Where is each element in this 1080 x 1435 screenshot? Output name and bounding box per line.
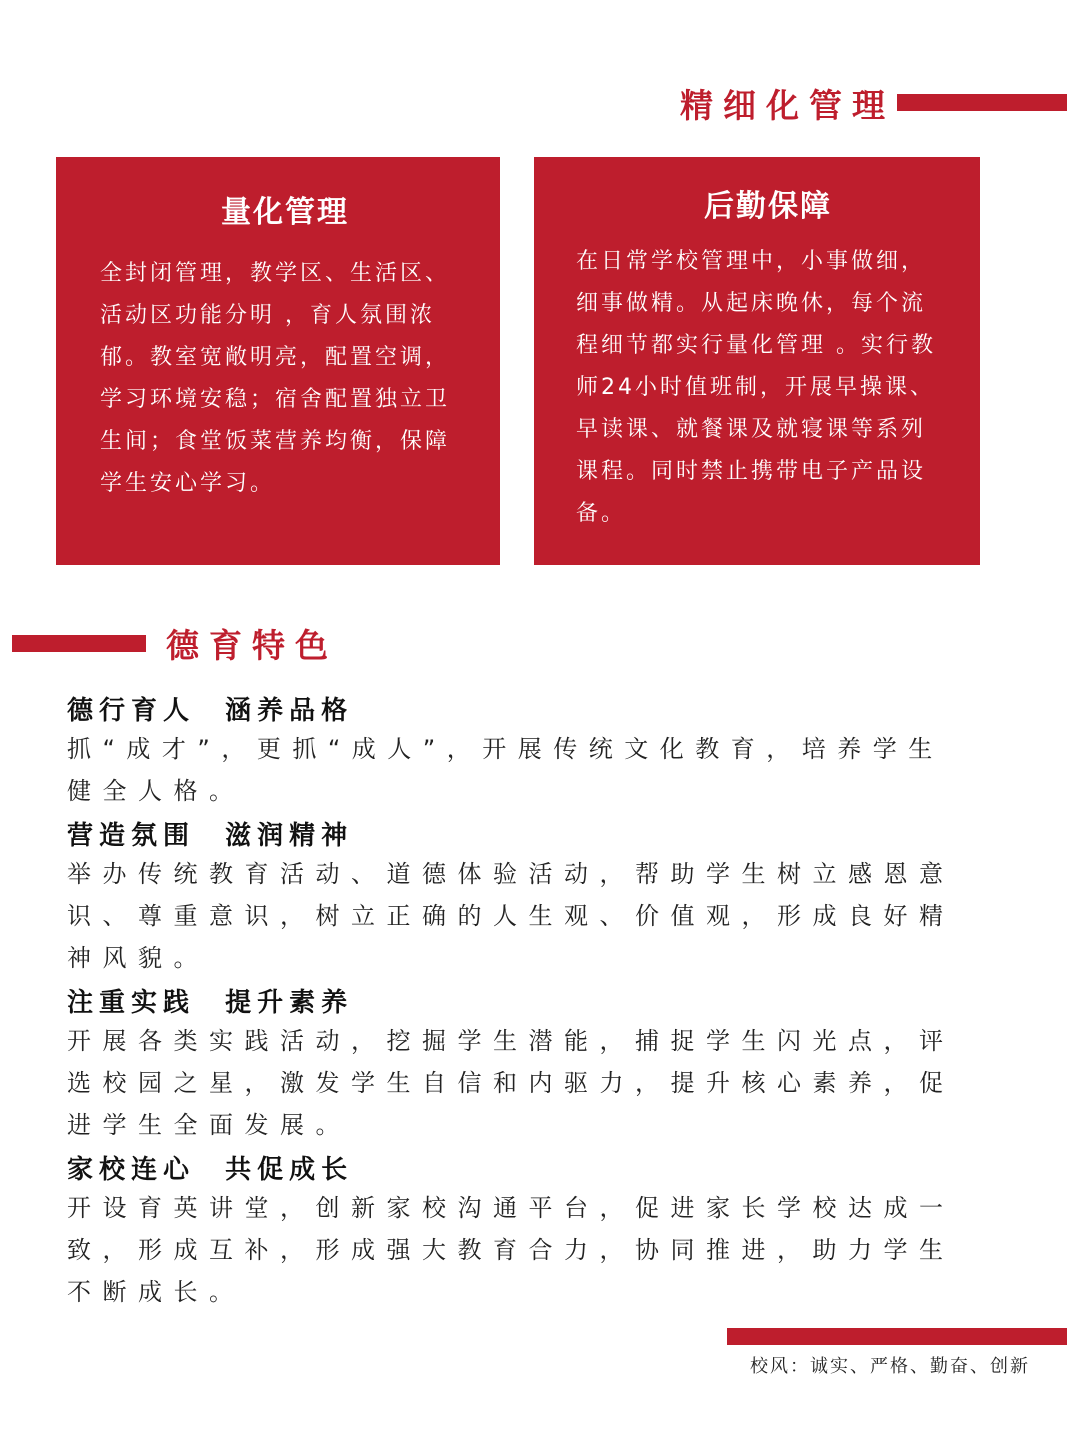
card-line: 活动区功能分明 ，育人氛围浓	[100, 303, 435, 328]
item-line: 神风貌。	[67, 944, 209, 972]
card-line: 学生安心学习。	[100, 471, 276, 496]
item-line: 开设育英讲堂，创新家校沟通平台，促进家长学校达成一	[67, 1194, 955, 1222]
item-line: 进学生全面发展。	[67, 1111, 351, 1139]
item-body	[67, 853, 967, 979]
item-line: 致，形成互补，形成强大教育合力，协同推进，助力学生	[67, 1236, 955, 1264]
section-title-moral-education: 德育特色	[166, 626, 338, 665]
card-line: 生间；食堂饭菜营养均衡，保障	[100, 429, 451, 454]
card-line: 郁。教室宽敞明亮，配置空调，	[100, 345, 451, 370]
card-line: 学习环境安稳；宿舍配置独立卫	[100, 387, 451, 412]
item-body	[67, 728, 967, 812]
card-line: 早读课、就餐课及就寝课等系列	[576, 417, 927, 442]
footer-accent-bar	[727, 1328, 1067, 1345]
item-line: 不断成长。	[67, 1278, 245, 1306]
card-line: 在日常学校管理中，小事做细，	[576, 249, 927, 274]
card-line: 细事做精。从起床晚休，每个流	[576, 291, 927, 316]
item-heading: 注重实践 提升素养	[67, 988, 354, 1018]
item-line: 开展各类实践活动，挖掘学生潜能，捕捉学生闪光点，评	[67, 1027, 955, 1055]
item-body	[67, 1020, 967, 1146]
item-line: 识、尊重意识，树立正确的人生观、价值观，形成良好精	[67, 902, 955, 930]
card-title: 量化管理	[221, 195, 349, 230]
item-line: 抓“成才”，更抓“成人”，开展传统文化教育，培养学生	[67, 735, 944, 763]
card-line: 课程。同时禁止携带电子产品设	[576, 459, 927, 484]
item-heading: 家校连心 共促成长	[67, 1155, 354, 1185]
card-quantified-management	[56, 157, 500, 565]
item-line: 健全人格。	[67, 777, 245, 805]
card-line: 备。	[576, 501, 627, 526]
card-title: 后勤保障	[704, 189, 832, 224]
card-line: 全封闭管理，教学区、生活区、	[100, 261, 451, 286]
section-title-fine-management: 精细化管理	[680, 86, 895, 125]
moral-accent-bar	[12, 635, 146, 652]
item-line: 举办传统教育活动、道德体验活动，帮助学生树立感恩意	[67, 860, 955, 888]
item-heading: 营造氛围 滋润精神	[67, 821, 354, 851]
card-line: 师24小时值班制，开展早操课、	[576, 375, 935, 400]
school-motto: 校风：诚实、严格、勤奋、创新	[750, 1356, 1030, 1377]
item-line: 选校园之星，激发学生自信和内驱力，提升核心素养，促	[67, 1069, 955, 1097]
card-line: 程细节都实行量化管理 。实行教	[576, 333, 936, 358]
card-body	[100, 253, 470, 505]
card-logistics-support	[534, 157, 980, 565]
card-body	[576, 241, 960, 535]
item-heading: 德行育人 涵养品格	[67, 696, 354, 726]
item-body	[67, 1187, 967, 1313]
header-accent-bar	[897, 94, 1067, 111]
